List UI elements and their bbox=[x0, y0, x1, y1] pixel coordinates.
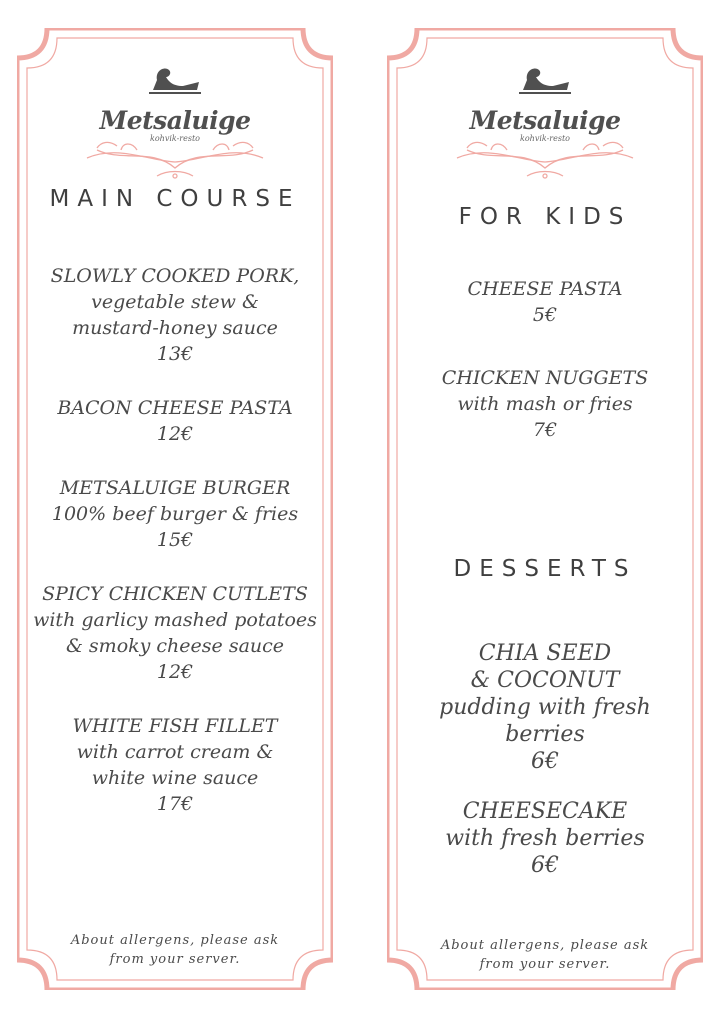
item-name: METSALUIGE BURGER bbox=[59, 477, 291, 499]
item-price: 13€ bbox=[156, 343, 194, 365]
item-desc: berries bbox=[505, 722, 585, 747]
item-name: SPICY CHICKEN CUTLETS bbox=[42, 583, 308, 605]
item-price: 7€ bbox=[532, 419, 558, 441]
menu-item bbox=[387, 276, 703, 328]
item-desc: 100% beef burger & fries bbox=[51, 503, 299, 525]
menu-item bbox=[387, 798, 703, 879]
allergen-note-line: from your server. bbox=[479, 957, 611, 972]
allergen-note-line: from your server. bbox=[109, 952, 241, 967]
section-heading-desserts: DESSERTS bbox=[453, 556, 637, 582]
item-name: WHITE FISH FILLET bbox=[72, 715, 278, 737]
menu-item bbox=[387, 365, 703, 443]
item-desc: mustard-honey sauce bbox=[72, 317, 278, 339]
section-heading-for-kids: FOR KIDS bbox=[458, 204, 632, 230]
item-desc: with carrot cream & bbox=[76, 741, 274, 763]
item-desc: with garlicy mashed potatoes bbox=[33, 609, 317, 631]
item-name: SLOWLY COOKED PORK, bbox=[50, 265, 300, 287]
allergen-note-line: About allergens, please ask bbox=[440, 938, 650, 953]
menu-card-kids-desserts bbox=[387, 28, 703, 990]
item-name: CHEESECAKE bbox=[462, 799, 628, 824]
item-name: CHICKEN NUGGETS bbox=[441, 367, 649, 389]
item-price: 5€ bbox=[532, 304, 558, 326]
item-price: 6€ bbox=[531, 749, 559, 774]
item-name: CHIA SEED bbox=[478, 641, 612, 666]
allergen-note bbox=[17, 931, 333, 969]
brand-tagline: kohvik-resto bbox=[520, 134, 570, 143]
item-name: CHEESE PASTA bbox=[467, 278, 623, 300]
item-desc: & smoky cheese sauce bbox=[65, 635, 285, 657]
brand-name: Metsaluige bbox=[469, 106, 621, 135]
menu-item bbox=[17, 581, 333, 685]
brand-tagline: kohvik-resto bbox=[150, 134, 200, 143]
menu-item bbox=[17, 713, 333, 817]
item-desc: with fresh berries bbox=[445, 826, 645, 851]
menu-card-main bbox=[17, 28, 333, 990]
item-desc: pudding with fresh bbox=[439, 695, 651, 720]
item-price: 17€ bbox=[156, 793, 194, 815]
item-name: & COCONUT bbox=[470, 668, 620, 693]
item-desc: vegetable stew & bbox=[91, 291, 259, 313]
menu-item bbox=[17, 395, 333, 447]
section-heading-main-course: MAIN COURSE bbox=[49, 186, 301, 212]
brand-logo bbox=[387, 50, 703, 180]
brand-logo bbox=[17, 50, 333, 180]
item-price: 6€ bbox=[531, 853, 559, 878]
menu-item bbox=[387, 640, 703, 775]
item-price: 12€ bbox=[156, 423, 194, 445]
allergen-note-line: About allergens, please ask bbox=[70, 933, 280, 948]
brand-name: Metsaluige bbox=[99, 106, 251, 135]
menu-item bbox=[17, 475, 333, 553]
item-price: 15€ bbox=[156, 529, 194, 551]
menu-item bbox=[17, 263, 333, 367]
item-desc: with mash or fries bbox=[457, 393, 633, 415]
item-desc: white wine sauce bbox=[91, 767, 259, 789]
item-name: BACON CHEESE PASTA bbox=[57, 397, 293, 419]
item-price: 12€ bbox=[156, 661, 194, 683]
allergen-note bbox=[387, 936, 703, 974]
